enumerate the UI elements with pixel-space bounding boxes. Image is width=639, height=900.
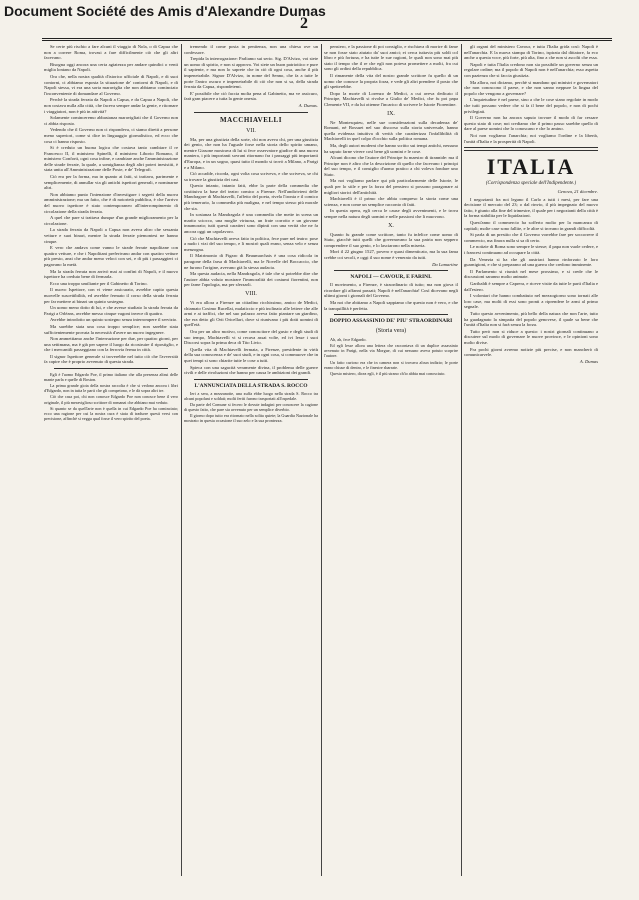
paragraph: Fra pochi giorni avremo notizie più precise, e non mancherò di comunicarvele. xyxy=(464,346,598,358)
section-number: X. xyxy=(388,222,394,229)
paragraph: Il movimento, a Firenze, è straordinario di tutto; ma non giova il ricordare gli affanni passati; Napoli è nell'anarchia! Così dicevano negli ultimi giorni i giornali del Governo. xyxy=(324,282,458,299)
column-1 xyxy=(44,44,178,876)
paragraph: Questo intanto, intanto fatti, ebbe la parte della commedia che costituiva la base del teatro comico a Firenze. Nell'andirivieni delle Mandragore di Machiavelli, l'affetto del poeta, rivela l'ironia e il comico più temerario, la commedia più maligna, e nel tempo stesso più morale che sia. xyxy=(184,183,318,211)
paragraph: Quanto fu grande come scrittore, tanto fu infelice come uomo di Stato, giacchè tutti quelli che governavano la sua patria non seppero comprendere il suo genio, e lo lasciarono nella miseria. xyxy=(324,231,458,248)
column-3-text-4 xyxy=(324,282,458,311)
page-number: 2 xyxy=(300,15,308,32)
section-subtitle: (Storia vera) xyxy=(375,328,407,335)
column-separator xyxy=(461,44,462,876)
column-3-feuilleton xyxy=(324,337,458,376)
paragraph: Quella vita di Machiavelli fermata, a Firenze, presidente in virtù della sua conoscenza e de' suoi studi, e in ogni cosa, si commuove che in quei tempi si sono chiarite tutte le cose a tutti. xyxy=(184,346,318,363)
paragraph: Il nuovo Ispettore, con vi viene assicurato, avrebbe capito questa nuovelle suscettibilità, ed avrebbe fermato il corso della strada ferrata per far mettere ai binari un quinto sostegno. xyxy=(44,287,178,304)
paragraph: Ma noi che abitiamo a Napoli sappiamo che questo non è vero, e che la tranquillità è perfetta. xyxy=(324,299,458,311)
paragraph: La prima grande gioia della nostra raccolta è che si vedono ancora i libri d'Edgardo, non in tutta le parti che gli competono, e le dà sopra altri tre. xyxy=(44,383,178,394)
column-2-text-2 xyxy=(184,300,318,376)
paragraph: Un fatto curioso era che in camera non si trovava alcun indizio; le porte erano chiuse di dentro, e le finestre sbarrate. xyxy=(324,359,458,370)
header-rule xyxy=(42,38,612,39)
paragraph: In questa opera, egli cerca le cause degli avvenimenti, e le trova sempre nella natura degli uomini e nelle passioni che li muovono. xyxy=(324,208,458,220)
paragraph: Bisogna oggi ancora una certa agiatezza per andare quindici o venti miglia lontano da Napoli. xyxy=(44,61,178,73)
paragraph: Ma la strada ferrata non arrivò mai ai confini di Napoli, e il nuovo ispettore ha creduto bene di fermarla. xyxy=(44,268,178,280)
column-3-text-2 xyxy=(324,120,458,220)
paragraph: Il signor Ispettore generale si troverebbe nel tutto ciò che l'avversità fa capire che è proprio avvenuto di questa strada. xyxy=(44,353,178,365)
paragraph: gli organi del ministero Cavour, e tutta l'Italia grida così: Napoli è nell'anarchia. E la nuova stampa di Torino, ispirata dal dittatore, fa eco anche a questa voce, più forte, più alta, fino a che non si ascolti che essa. xyxy=(464,44,598,61)
paragraph: Ma noi vogliamo parlare qui più particolarmente delle Istorie, le quali per lo stile e per la forza del pensiero si possono paragonare ai migliori storici dell'antichità. xyxy=(324,178,458,195)
paragraph: Tutto questo avvenimento, più bello della natura che non l'arte, tutto ha guadagnato la simpatia del popolo genovese, il quale sa bene che l'unità d'Italia non si farà senza la forza. xyxy=(464,310,598,328)
section-title: NAPOLI — CAVOUR, E FARINI. xyxy=(350,274,432,281)
paragraph: Spieca con una sagacità veramente divina, il problema delle guerre civili e delle rivoluzioni che hanno per causa le ambizioni dei grandi. xyxy=(184,364,318,376)
signature: A. Dumas xyxy=(579,358,598,364)
paragraph: E vero che andava come vanno le strade ferrate napolitane con quattro vetture, e che i Napolitani preferivano andar con quattro vetture più presto, anzi che andar meno veloci con sei, e di più i passaggieri ci pagavano la metà. xyxy=(44,245,178,267)
paragraph: Ne Montesquieu, nelle sue considerazioni sulla decadenza de' Romani, nè Bossuet nel suo discorso sulla storia universale, hanno quella evidenza intuitiva di verità che caratterizza l'infallibilità di Machiavelli in quel colpo d'occhio sulla politica romana. xyxy=(324,119,458,142)
paragraph: E' possibile che ciò faccia molta pena al Gabinetto, ma ve assicuro, farà gran piacere a tutta la gente onesta. xyxy=(184,90,318,102)
paragraph: La strada ferrata da Napoli a Capua non aveva altro che sessanta vetture e suoi binari, mentre la strada ferrate piemontesi ne hanno cinque. xyxy=(44,227,178,244)
paragraph: Il Parlamento si riunirà nel mese prossimo, e si crede che le discussioni saranno molto animate. xyxy=(464,268,598,280)
paragraph: L'inquietudine è nel paese, sino a che le cose siano regolate in modo che tutti possano vedere che si fa il bene del popolo, e non di pochi privilegiati. xyxy=(464,97,598,114)
italia-subheading: (Corrispondenza speciale dell'Indipendente.) xyxy=(485,181,577,187)
paragraph: Egli è l'uomo Edgardo Poe, il primo italiano che alla presenza altrui delle manie parla e quelle di Boston. xyxy=(44,372,178,383)
paragraph: Il Governo non ha ancora saputo trovare il modo di far cessare questo stato di cose; noi crediamo che il primo passo sarebbe quello di dare al paese uomini che lo conoscano e che lo amino. xyxy=(464,115,598,132)
paragraph: Questo mistero, dicea egli, è il più strano ch'io abbia mai conosciuto. xyxy=(330,370,446,376)
column-divider xyxy=(194,379,308,380)
paragraph: Non ammettiamo anche l'interruzione per due, per quattro giorni, per una settimana, ma è già per sapere il luogo da ricostruire il ripostiglio, e che i mercantili passeggiano con la ferrovia ferma in città. xyxy=(44,336,178,353)
signature: A. Dumas. xyxy=(298,102,318,108)
paragraph: Tutto però non si riduce a questo: i nostri giornali continuano a discutere sul modo di governare le nuove province, e le opinioni sono molto divise. xyxy=(464,328,598,345)
section-title: DOPPIO ASSASSINIO DE' PIU' STRAORDINARI xyxy=(329,318,453,325)
paragraph: Le notizie di Roma sono sempre le stesse; il papa non vuole cedere, e i francesi continuano ad occupare la città. xyxy=(464,244,598,256)
dateline: Genova, 21 dicembre. xyxy=(557,189,598,195)
paragraph: Alcuni dicono che l'autore del Principe fu maestro di tirannide: ma il Principe non è altro che la descrizione di quello che facevano i principi del suo tempo, e il consiglio d'uomo pratico a chi voleva fondare uno Stato. xyxy=(324,155,458,177)
paragraph: Il giorno dopo tutto era ritornato nella solita quiete; la Guardia Nazionale ha mostrato in questa occasione il suo zelo e la sua prontezza. xyxy=(184,413,318,424)
paragraph: Si quanto se da quell'arte non è quella in cui Edgardo Poe ha cominciato; ecco una ragione per cui la nostra cura è stata di tradurre questi versi con precisione, affinchè si vegga qual fosse il vero spirito del poeta. xyxy=(44,405,178,421)
paragraph: Dopo la morte di Lorenzo de Medici, a cui aveva dedicato il Principe, Machiavelli si rivolse a Giulio de' Medici, che fu poi papa Clemente VII, e da lui ottenne l'incarico di scrivere le Istorie Fiorentine. xyxy=(324,90,458,107)
section-number: VIII. xyxy=(245,290,257,297)
column-2-feuilleton xyxy=(184,391,318,424)
header-rule-double xyxy=(42,40,612,41)
column-2-text xyxy=(184,137,318,288)
paragraph: Vedendo che il Governo non ci rispondeva, ci siamo diretti a persone meno superiori, come si dice in linguaggio giornalistico, ed ecco che cosa ci hanno risposto. xyxy=(44,127,178,144)
section-divider xyxy=(334,270,448,271)
paragraph: Ciò era per la forma, ma in quanto ai fatti, si trattava, parimente e semplicemente, di annullar via gli antichi ispettori generali, e nominarne altri. xyxy=(44,174,178,191)
column-1-text xyxy=(44,44,178,365)
paragraph: tremendo il come posta in penitenza, non una chiesa ove un confessore. xyxy=(184,44,318,55)
paragraph: Ah, ah, fece Edgardo. xyxy=(330,337,367,343)
column-divider xyxy=(54,368,168,369)
column-3-text xyxy=(324,44,458,108)
paragraph: Morì il 22 giugno 1527, povero e quasi dimenticato, ma la sua fama crebbe coi secoli, e oggi il suo nome è venerato da tutti. xyxy=(324,249,458,260)
column-separator xyxy=(321,44,322,876)
paragraph: Avrebbe introdotto un quinto sostegno senza interrompere il servizio. xyxy=(50,317,178,323)
paragraph: Ciò che Machiavelli aveva fatto in politica, fece pure nel teatro: pose a nudo i vizi del suo tempo, e li mostrò quali erano, senza velo e senza menzogna. xyxy=(184,235,318,252)
section-number: VII. xyxy=(246,127,256,134)
paragraph: Ma questa audacia, nella Mandragola, è tale che si potrebbe dire che l'autore abbia voluto mostrare l'immoralità dei costumi fiorentini, non per farne l'apologia, ma per sferzarli. xyxy=(184,271,318,288)
paragraph: Quest'anno il commercio ha sofferto molto per la mancanza di capitali; molte case sono fallite, e le altre si trovano in grandi difficoltà. xyxy=(464,220,598,231)
paragraph: Ciò accadde, ricorda, ogni volta cosa scriveva, e che scriveva, se chi sa trovare la giustizia dei casi. xyxy=(184,171,318,182)
column-4-text xyxy=(464,44,598,144)
paragraph: Si è creduto un buona logica che costava tanto cambiare il re Francesco II, il ministero Spinelli, il ministero Liborio Romano, il ministero Conforti, ogni cosa infine, e cambiare anche l'amministrazione delle strade ferrate, la quale, a somiglianza degli altri poteri inesistiti, è stata unita all'Amministrazione delle Poste, e de' Telegrafi. xyxy=(44,145,178,173)
paragraph: I negozianti fra noi legano il Carlo a tutti i mesi, per fare una decisione il mercato del 23; o dal rinvio, il più impegnato del nuovo fatto, è giunto alla fine del trimestre, il quale per i negozianti della città è la forma stabilita per le liquidazioni. xyxy=(464,196,598,219)
column-3-text-3 xyxy=(324,232,458,261)
paragraph: Machiavelli è il primo che abbia compreso la storia come una scienza, e non come un semplice racconto di fatti. xyxy=(324,196,458,207)
paragraph: Ciò che casa poi, chi non conosce Edgardo Poe non conosce bene il vero originale, il più meraviglioso scrittore di romanzi che abbiano mai veduto. xyxy=(44,394,178,405)
section-title: MACCHIAVELLI xyxy=(220,115,282,124)
document-banner: Document Société des Amis d'Alexandre Dumas xyxy=(4,3,326,19)
column-divider xyxy=(334,314,448,315)
paragraph: Solamente cominceremo abbastanza maravigliati che il Governo non ci abbia risposto. xyxy=(44,115,178,126)
section-rule xyxy=(464,147,598,151)
paragraph: Perchè la strada ferrata da Napoli a Capua, e da Capua a Napoli, che non costava nulla alla città, che faceva sempre andar la gente, e ritornare i viaggiatori, non è più in attività? xyxy=(44,97,178,114)
column-4 xyxy=(464,44,598,876)
column-separator xyxy=(181,44,182,876)
paragraph: Ecco una troppo umiliante per il Gabinetto di Torino. xyxy=(50,280,148,286)
column-2 xyxy=(184,44,318,876)
section-title: L'ANNUNCIATA DELLA STRADA S. ROCCO xyxy=(194,382,308,389)
paragraph: Il rimanente della vita del nostro grande scrittore fu quello di un uomo che conosce la propria forza, e vede gli altri prendere il posto che gli spetterebbe. xyxy=(324,72,458,90)
paragraph: Ora che, nella nostra qualità d'istorico ufficiale di Napoli, e di suoi contorni, ci abbiamo esposta la situazione de' contorni di Napoli, e di Napoli stessa, vi era una sorta maraviglia che non abbiamo cominciato l'inconveniente di domandare al Governo. xyxy=(44,73,178,96)
signature: Da Lamartine xyxy=(432,261,458,267)
paragraph: Vi era allora a Firenze un cittadino ricchissimo, amico de Medici, chiamato Cosimo Rucellai, malaticcio e più inclinato alle lettere che alle armi e ai traffici, che nel suo palazzo aveva fatto piantare un giardino, che era detto gli Orti Oricellari, dove si riunivano i più dotti uomini di quell'età. xyxy=(184,299,318,328)
column-1-feuilleton xyxy=(44,372,178,421)
paragraph: Ma allora, noi diciamo, perchè si mandano qui ministri e governatori che non conoscono il paese, e che non sanno neppure la lingua del popolo che vengono a governare? xyxy=(464,79,598,96)
paragraph: A quel che pare si trattava dunque d'un grande miglioramento per la circolazione. xyxy=(44,215,178,226)
column-3 xyxy=(324,44,458,876)
paragraph: Ora per un altro motivo, come conoscitore del gusto e degli studi di suo tempo, Machiavelli vi si recava assai volte, ed ivi lesse i suoi Discorsi sopra la prima deca di Tito Livio. xyxy=(184,328,318,346)
column-2-intro xyxy=(184,44,318,102)
paragraph: Garibaldi è sempre a Caprera, e riceve visite da tutte le parti d'Italia e dall'estero. xyxy=(464,281,598,292)
paragraph: In sostanza la Mandragola è una commedia che mette in scena un marito sciocco, una moglie virtuosa, un frate corrotto e un giovane innamorato; tutti questi caratteri sono dipinti con una verità che ne fa ancora oggi un capolavoro. xyxy=(184,212,318,235)
paragraph: Un uomo meno dotto di lui, e che avesse studiato la strada ferrata da Parigi a Orléans, avrebbe messo cinque vagoni invece di quattro. xyxy=(44,305,178,316)
paragraph: Si parla di un prestito che il Governo vorrebbe fare per soccorrere il commercio, ma finora nulla si sa di certo. xyxy=(464,232,598,243)
paragraph: Non abbiamo punto l'intenzione d'investigare i segreti della nuova amministrazione; ma un fatto, che è di notorietà pubblica, è che l'arrivo del nuovo ispettore è stato contemporaneo all'interrompimento di circolazione della strada ferrata. xyxy=(44,191,178,214)
paragraph: pensiero, e la passione di poi consiglio, e rischiava di morire di fame se non fosse stato aiutato da' suoi amici; ei cerca tuttavia più soldi col libro e più fortuna, e ha tutte le sue ragioni, le quali non sono mai più stato il tempo che il re che egli non poteva promettere a molti, fra cui sono gli ordini della repubblica. xyxy=(324,44,458,72)
paragraph: Il Matrimonio di Figaro di Beaumarchais è una cosa ridicola in paragone della farsa di Machiavelli, ma le Novelle del Boccaccio, che ne furono l'origine, avevano già la stessa audacia. xyxy=(184,253,318,270)
paragraph: Da Venezia si ha che gli austriaci hanno rinforzato le loro guarnigioni, e che si preparano ad una guerra che credono imminente. xyxy=(464,256,598,268)
column-4-text-2 xyxy=(464,197,598,358)
paragraph: Napoli e tutta l'Italia credono non sia possibile un governo senza un regolare ordine; ma il popolo di Napoli non è nell'anarchia; esso aspetta con pazienza che si faccia giustizia. xyxy=(464,61,598,78)
paragraph: Ma sarebbe stata una cosa troppo semplice; non sarebbe stata sufficientemente provata la necessità d'avere un nuovo ingegnere. xyxy=(44,323,178,335)
paragraph: Da parte del Comune si fecero le dovute indagini per conoscere la cagione di questo fatto, che pare sia avvenuto per un semplice diverbio. xyxy=(184,401,318,412)
section-number: IX. xyxy=(387,110,395,117)
paragraph: Ed egli lesse allora una lettera che raccontava di un duplice assassinio avvenuto in Parigi, nella via Morgue, di cui nessuno aveva potuto scoprire l'autore. xyxy=(324,343,458,359)
paragraph: Trepida la interrogazione: Parliamo sui serio. Sig. D'Alvizo, voi siete un uomo di spirito, e non si approva. Voi siete un buon patriottico e pure il sapiente, e ma non lo saprete che in ciò di ogni cosa, anche il più impenetrabile. Signor D'Alvizo, in nome del Senno, che fa a tutte le porte l'antro oscuro e impenetrabile di ciò che non si sa, della strada ferrata da Capua, rispondetemi. xyxy=(184,56,318,90)
paragraph: Ma, per una giustizia della sorte, chi non aveva chi, per una giustizia dei genio, che non ha l'uguale forse nella storia dello spirito umano, mentre Giasone mostrava di lui si fece osservatore giudice di una nuova maniera, i più importanti sovrani ritornano fra i passaggi più importanti d'Europa, e in un sogno, quasi tutto il mondo si trovò a Milano, a Parigi e a Milano. xyxy=(184,136,318,170)
paragraph: Se certe più rischio a fare alcuni il viaggio di Nola, o di Capua che non a correre Roma, trovasi a fare difficilmente ciò che gli altri facevano. xyxy=(44,44,178,61)
italia-heading: ITALIA xyxy=(486,154,576,180)
section-divider xyxy=(194,112,308,113)
paragraph: Noi non vogliamo l'anarchia; noi vogliamo l'ordine e la libertà, l'unità d'Italia e la prosperità di Napoli. xyxy=(464,132,598,144)
paragraph: Ieri a sera, a mezzanotte, una zuffa ebbe luogo nella strada S. Rocco tra alcuni popolani e soldati; molti feriti furono trasportati all'ospedale. xyxy=(184,390,318,401)
paragraph: Ma, degli autori moderni che hanno scritto sui tempi antichi, nessuno ha saputo farne vivere così bene gli uomini e le cose. xyxy=(324,142,458,154)
paragraph: I volontari che hanno combattuto nel mezzogiorno sono tornati alle loro case, ma molti di essi sono pronti a riprendere le armi al primo segnale. xyxy=(464,293,598,310)
